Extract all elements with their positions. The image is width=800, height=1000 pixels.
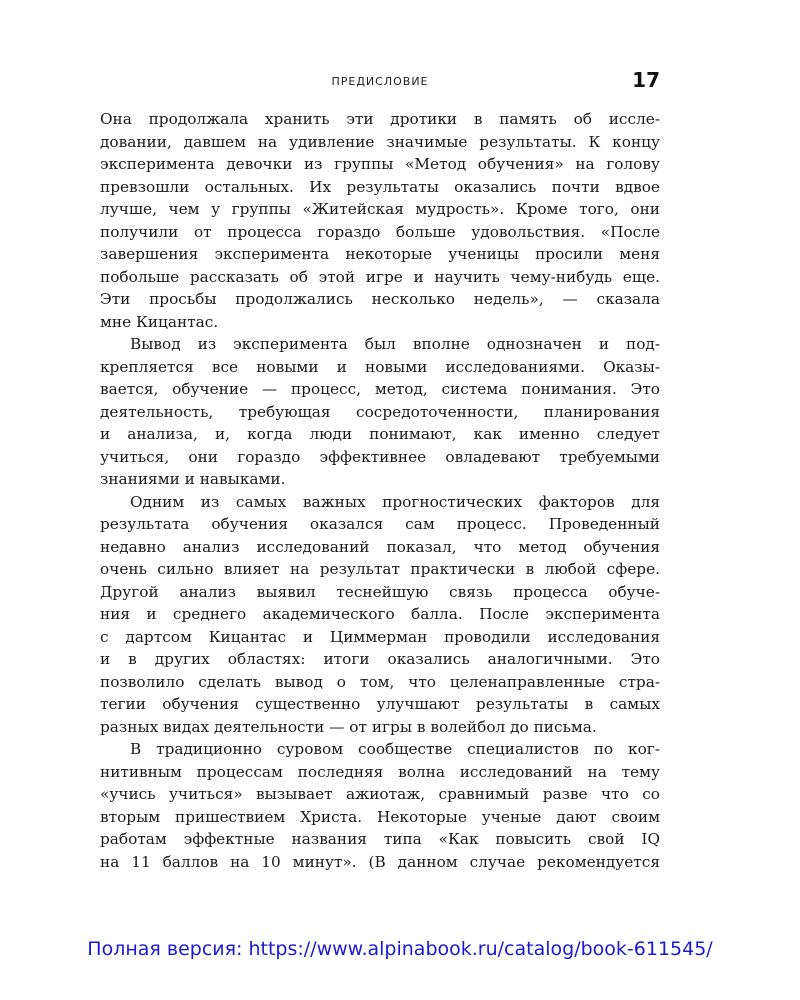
text-line: эксперимента девочки из группы «Метод обучения» на голову	[100, 155, 660, 173]
text-line: довании, давшем на удивление значимые результаты. К концу	[100, 132, 660, 151]
text-line: «учись учиться» вызывает ажиотаж, сравнимый разве что со	[100, 785, 660, 803]
page-number: 17	[632, 68, 660, 92]
text-line: Другой анализ выявил теснейшую связь процесса обуче-	[100, 582, 660, 601]
paragraph	[100, 738, 660, 873]
page-header	[100, 66, 660, 96]
text-line: работам эффектные названия типа «Как повысить свой IQ	[100, 830, 660, 848]
text-line: вается, обучение — процесс, метод, система понимания. Это	[100, 380, 660, 398]
text-line: результата обучения оказался сам процесс. Проведенный	[100, 515, 660, 533]
text-line: Одним из самых важных прогностических факторов для	[130, 492, 660, 511]
text-line: очень сильно влияет на результат практически в любой сфере.	[100, 560, 660, 578]
text-line: позволило сделать вывод о том, что целенаправленные стра-	[100, 672, 660, 691]
text-line: мне Кицантас.	[100, 312, 219, 331]
text-line: деятельность, требующая сосредоточенности, планирования	[100, 402, 660, 421]
text-line: на 11 баллов на 10 минут». (В данном случае рекомендуется	[100, 852, 660, 871]
paragraph	[100, 108, 660, 333]
text-line: и в других областях: итоги оказались аналогичными. Это	[100, 650, 660, 668]
paragraph	[100, 333, 660, 491]
text-line: и анализа, и, когда люди понимают, как именно следует	[100, 425, 660, 443]
text-line: получили от процесса гораздо больше удовольствия. «После	[100, 222, 660, 241]
body-text	[100, 108, 660, 873]
text-line: с дартсом Кицантас и Циммерман проводили исследования	[100, 627, 660, 646]
full-version-link[interactable]: Полная версия: https://www.alpinabook.ru/catalog/book-611545/	[87, 938, 713, 960]
text-line: превзошли остальных. Их результаты оказались почти вдвое	[100, 177, 660, 196]
text-line: В традиционно суровом сообществе специалистов по ког-	[130, 740, 660, 758]
paragraph	[100, 491, 660, 739]
text-line: крепляется все новыми и новыми исследованиями. Оказы-	[100, 357, 660, 376]
text-line: побольше рассказать об этой игре и научить чему-нибудь еще.	[100, 267, 660, 286]
text-line: ния и среднего академического балла. После эксперимента	[100, 605, 660, 623]
text-line: учиться, они гораздо эффективнее овладевают требуемыми	[100, 447, 660, 466]
text-line: Вывод из эксперимента был вполне однозначен и под-	[130, 335, 660, 353]
text-line: завершения эксперимента некоторые ученицы просили меня	[100, 245, 660, 263]
text-line: знаниями и навыками.	[100, 470, 286, 488]
text-line: Эти просьбы продолжались несколько недель», — сказала	[100, 290, 660, 308]
running-title: ПРЕДИСЛОВИЕ	[331, 75, 429, 88]
text-line: тегии обучения существенно улучшают результаты в самых	[100, 695, 660, 713]
text-line: нитивным процессам последняя волна исследований на тему	[100, 762, 660, 781]
text-line: лучше, чем у группы «Житейская мудрость». Кроме того, они	[100, 200, 660, 218]
text-line: разных видах деятельности — от игры в волейбол до письма.	[100, 717, 597, 736]
text-line: Она продолжала хранить эти дротики в память об иссле-	[100, 110, 660, 128]
text-line: недавно анализ исследований показал, что метод обучения	[100, 537, 660, 556]
text-line: вторым пришествием Христа. Некоторые ученые дают своим	[100, 807, 660, 826]
